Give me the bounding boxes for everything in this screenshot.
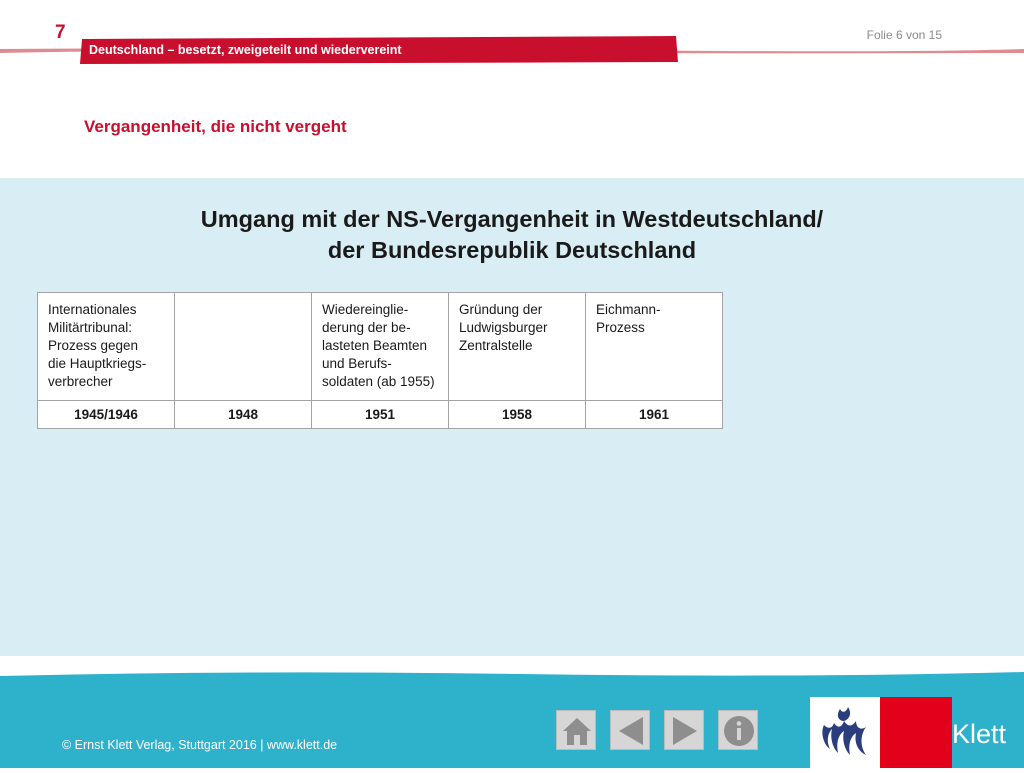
timeline-years-row (38, 401, 723, 429)
home-icon (557, 711, 597, 751)
event-line: Prozess (596, 320, 645, 335)
timeline-year: 1958 (449, 401, 586, 429)
timeline-event-cell (312, 293, 449, 401)
previous-icon (611, 711, 651, 751)
timeline-year: 1951 (312, 401, 449, 429)
event-line: Prozess gegen (48, 338, 139, 353)
logo-emblem-area (810, 697, 880, 768)
klett-emblem-icon (810, 697, 880, 768)
timeline-event-cell (449, 293, 586, 401)
event-line: Wiedereinglie- (322, 302, 409, 317)
timeline-year: 1961 (586, 401, 723, 429)
logo-wordmark: Klett (952, 719, 1007, 749)
chapter-number: 7 (55, 22, 66, 43)
event-line: Zentralstelle (459, 338, 533, 353)
slide-counter: Folie 6 von 15 (866, 28, 942, 42)
event-line: Eichmann- (596, 302, 661, 317)
previous-button[interactable] (610, 710, 650, 750)
event-line: die Hauptkriegs- (48, 356, 147, 371)
info-button[interactable] (718, 710, 758, 750)
event-text (312, 293, 448, 391)
event-text (449, 293, 585, 355)
logo-wordmark-area (880, 697, 1007, 768)
timeline-table (37, 292, 723, 429)
page-subtitle: Vergangenheit, die nicht vergeht (84, 117, 347, 136)
timeline-event-cell (38, 293, 175, 401)
title-line-1: Umgang mit der NS-Vergangenheit in Westdeutschland/ (200, 206, 824, 232)
next-button[interactable] (664, 710, 704, 750)
next-icon (665, 711, 705, 751)
timeline-year: 1945/1946 (38, 401, 175, 429)
klett-logo[interactable] (810, 697, 1007, 768)
event-line: derung der be- (322, 320, 411, 335)
event-line: lasteten Beamten (322, 338, 428, 353)
timeline-event-cell (175, 293, 312, 401)
title-line-2: der Bundesrepublik Deutschland (327, 237, 697, 263)
event-line: verbrecher (48, 374, 113, 389)
timeline-year: 1948 (175, 401, 312, 429)
event-text (175, 293, 311, 301)
event-line: Militärtribunal: (48, 320, 133, 335)
event-text (586, 293, 722, 337)
event-text (38, 293, 174, 391)
banner-title: Deutschland – besetzt, zweigeteilt und wiedervereint (89, 43, 402, 57)
info-icon (719, 711, 759, 751)
event-line: und Berufs- (322, 356, 392, 371)
home-button[interactable] (556, 710, 596, 750)
event-line: Ludwigsburger (459, 320, 548, 335)
event-line: Gründung der (459, 302, 543, 317)
timeline-events-row (38, 293, 723, 401)
page-title (0, 204, 1024, 266)
event-line: soldaten (ab 1955) (322, 374, 435, 389)
copyright-text: © Ernst Klett Verlag, Stuttgart 2016 | www.klett.de (62, 738, 338, 752)
event-line: Internationales (48, 302, 137, 317)
timeline-event-cell (586, 293, 723, 401)
